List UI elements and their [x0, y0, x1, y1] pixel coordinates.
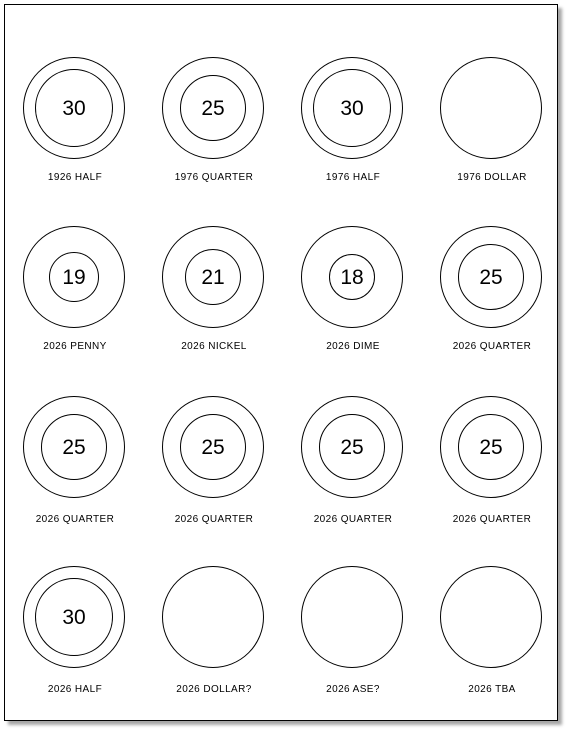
coin-size-number: 25 — [340, 436, 364, 459]
coin-slot-label: 1976 DOLLAR — [457, 172, 527, 183]
coin-slot-label: 1976 QUARTER — [174, 172, 254, 183]
coin-slot — [5, 226, 145, 386]
coin-slot-label: 2026 QUARTER — [313, 514, 393, 525]
coin-slot-label: 2026 QUARTER — [452, 341, 532, 352]
coin-slot — [422, 396, 562, 556]
coin-size-number: 30 — [62, 97, 86, 120]
coin-slot-label: 2026 PENNY — [43, 341, 107, 352]
coin-slot-outer-circle — [440, 57, 542, 159]
coin-size-number: 30 — [340, 97, 364, 120]
coin-slot-label: 2026 TBA — [468, 684, 516, 695]
coin-slot — [144, 226, 284, 386]
coin-slot-label: 1976 HALF — [325, 172, 381, 183]
coin-slot — [422, 566, 562, 726]
coin-slot-label: 2026 HALF — [47, 684, 103, 695]
coin-slot-label: 2026 QUARTER — [35, 514, 115, 525]
coin-size-number: 25 — [62, 436, 86, 459]
coin-size-number: 25 — [201, 97, 225, 120]
coin-size-number: 21 — [201, 266, 225, 289]
coin-size-number: 18 — [340, 266, 364, 289]
coin-size-number: 25 — [201, 436, 225, 459]
coin-slot — [144, 566, 284, 726]
coin-slot — [5, 566, 145, 726]
coin-slot — [5, 57, 145, 217]
coin-slot-outer-circle — [162, 566, 264, 668]
coin-slot-label: 2026 ASE? — [326, 684, 380, 695]
coin-slot-outer-circle — [440, 566, 542, 668]
coin-slot — [283, 396, 423, 556]
coin-slot-label: 2026 QUARTER — [174, 514, 254, 525]
coin-size-number: 25 — [479, 266, 503, 289]
coin-slot-label: 2026 DOLLAR? — [176, 684, 252, 695]
coin-slot — [144, 396, 284, 556]
coin-slot — [5, 396, 145, 556]
coin-slot — [283, 57, 423, 217]
coin-slot — [283, 566, 423, 726]
coin-size-number: 19 — [62, 266, 86, 289]
coin-size-number: 30 — [62, 606, 86, 629]
coin-slot-label: 2026 DIME — [326, 341, 380, 352]
coin-slot — [422, 57, 562, 217]
coin-holder-page — [4, 4, 558, 721]
coin-slot-label: 1926 HALF — [47, 172, 103, 183]
coin-slot-label: 2026 NICKEL — [181, 341, 247, 352]
coin-slot — [283, 226, 423, 386]
coin-slot-label: 2026 QUARTER — [452, 514, 532, 525]
coin-slot-outer-circle — [301, 566, 403, 668]
coin-size-number: 25 — [479, 436, 503, 459]
coin-slot — [144, 57, 284, 217]
coin-slot — [422, 226, 562, 386]
